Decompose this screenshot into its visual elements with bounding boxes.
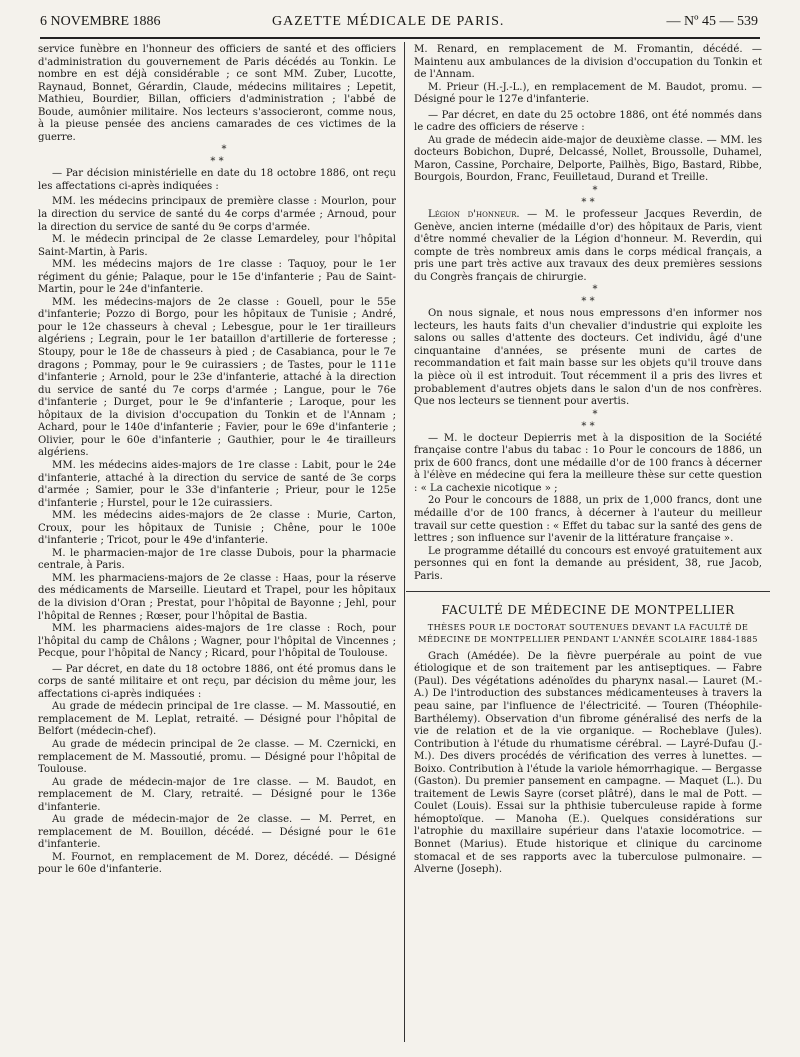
header-page-number: — Nº 45 — 539 xyxy=(666,14,758,29)
legion-text: — M. le professeur Jacques Reverdin, de Genève, ancien interne (médaille d'or) des hôpitaux de Paris, vient d'être nommé chevalier de la Légion d'honneur. M. Reverdin, qui compte de très nombreux amis dans le corps médical français, a pris une part très active aux travaux des deux premières sessions du Congrès français de chirurgie. xyxy=(414,209,762,283)
right-column xyxy=(414,44,762,877)
asterism: * * * xyxy=(581,284,598,308)
left-column xyxy=(38,44,396,877)
paragraph: MM. les pharmaciens-majors de 2e classe : Haas, pour la réserve des médicaments de Marseille. Lieutard et Trapel, pour les hôpitaux de la division d'Oran ; Prestat, pour l'hôpital de Bayonne ; Jehl, pour l'hôpital de Rennes ; Rœser, pour l'hôpital de Bastia. xyxy=(38,572,396,622)
paragraph: — Par décret, en date du 18 octobre 1886, ont été promus dans le corps de santé militaire et ont reçu, par décision du même jour, les affectations ci-après indiquées : xyxy=(38,663,396,700)
paragraph: Le programme détaillé du concours est envoyé gratuitement aux personnes qui en font la demande au président, 38, rue Jacob, Paris. xyxy=(414,545,762,582)
thesis-list: Grach (Amédée). De la fièvre puerpérale au point de vue étiologique et de son traitement par les antiseptiques. — Fabre (Paul). Des végétations adénoïdes du pharynx nasal.— Lauret (M.-A.) De l'introduction des substances médicamenteuses à travers la peau saine, par l'influence de l'électricité. — Touren (Théophile-Barthélemy). Observation d'un fibrome généralisé des nerfs de la vie de relation et de la vie organique. — Rocheblave (Jules). Contribution à l'étude du rhumatisme cérébral. — Layré-Dufau (J.-M.). Des divers procédés de vérification des verres à lunettes. — Boixo. Contribution à l'étude la variole hémorrhagique. — Bergasse (Gaston). Du premier pansement en campagne. — Maquet (L.). Du traitement de Lewis Sayre (corset plâtré), dans le mal de Pott. — Coulet (Louis). Essai sur la phthisie tuberculeuse rapide à forme hémoptoïque. — Manoha (E.). Quelques considérations sur l'atrophie du maxillaire supérieur dans l'ataxie locomotrice. — Bonnet (Marius). Etude historique et clinique du carcinome stomacal et de ses rapports avec la tuberculose pulmonaire. — Alverne (Joseph). xyxy=(414,650,762,876)
paragraph: MM. les médecins principaux de première classe : Mourlon, pour la direction du service de santé du 4e corps d'armée ; Arnoud, pour la direction du service de santé du 9e corps d'armée. xyxy=(38,196,396,233)
paragraph: Au grade de médecin-major de 2e classe. — M. Perret, en remplacement de M. Bouillon, décédé. — Désigné pour le 61e d'infanterie. xyxy=(38,814,396,851)
paragraph: Au grade de médecin-major de 1re classe. — M. Baudot, en remplacement de M. Clary, retraité. — Désigné pour le 136e d'infanterie. xyxy=(38,776,396,813)
header-date: 6 NOVEMBRE 1886 xyxy=(40,14,161,29)
paragraph: MM. les médecins aides-majors de 2e classe : Murie, Carton, Croux, pour les hôpitaux de Tunisie ; Chêne, pour le 100e d'infanterie ; Tricot, pour le 49e d'infanterie. xyxy=(38,510,396,547)
page-header xyxy=(40,14,758,38)
paragraph: — Par décret, en date du 25 octobre 1886, ont été nommés dans le cadre des officiers de réserve : xyxy=(414,109,762,134)
asterism: * * * xyxy=(581,185,598,209)
paragraph: On nous signale, et nous nous empressons d'en informer nos lecteurs, les hauts faits d'un chevalier d'industrie qui exploite les salons ou salles d'attente des docteurs. Cet individu, âgé d'une cinquantaine d'années, se présente muni de cartes de recommandation et fait main basse sur les objets qu'il trouve dans la pièce où il est introduit. Tout récemment il a pris des livres et probablement d'autres objets dans le salon d'un de nos confrères. Que nos lecteurs se tiennent pour avertis. xyxy=(414,308,762,408)
faculty-title: FACULTÉ DE MÉDECINE DE MONTPELLIER xyxy=(441,603,735,618)
faculty-subtitle: THÈSES POUR LE DOCTORAT SOUTENUES DEVANT LA FACULTÉ DE MÉDECINE DE MONTPELLIER PENDANT L'ANNÉE SCOLAIRE 1884-1885 xyxy=(418,621,758,644)
paragraph: 2o Pour le concours de 1888, un prix de 1,000 francs, dont une médaille d'or de 100 francs, à décerner à l'auteur du meilleur travail sur cette question : « Effet du tabac sur la santé des gens de lettres ; son influence sur l'avenir de la littérature française ». xyxy=(414,495,762,545)
paragraph: — M. le docteur Depierris met à la disposition de la Société française contre l'abus du tabac : 1o Pour le concours de 1886, un prix de 600 francs, dont une médaille d'or de 100 francs à décerner à l'élève en médecine qui fera la meilleure thèse sur cette question : « La cachexie nicotique » ; xyxy=(414,432,762,494)
paragraph: M. Renard, en remplacement de M. Fromantin, décédé. — Maintenu aux ambulances de la division d'occupation du Tonkin et de l'Annam. xyxy=(414,44,762,81)
legion-paragraph xyxy=(414,209,762,284)
paragraph: MM. les pharmaciens aides-majors de 1re classe : Roch, pour l'hôpital du camp de Châlons ; Wagner, pour l'hôpital de Vincennes ; Pecque, pour l'hôpital de Nancy ; Ricard, pour l'hôpital de Toulouse. xyxy=(38,623,396,660)
paragraph: M. Prieur (H.-J.-L.), en remplacement de M. Baudot, promu. — Désigné pour le 127e d'infanterie. xyxy=(414,81,762,106)
asterism: * * * xyxy=(210,144,227,168)
paragraph: Au grade de médecin aide-major de deuxième classe. — MM. les docteurs Bobichon, Dupré, Delcassé, Nollet, Broussolle, Duhamel, Maron, Cassine, Porchaire, Delporte, Pailhès, Bigo, Bastard, Ribbe, Bourgois, Bourdon, Franc, Feuilletaud, Durand et Treille. xyxy=(414,134,762,184)
header-rule xyxy=(40,37,760,39)
paragraph: service funèbre en l'honneur des officiers de santé et des officiers d'administration du gouvernement de Paris décédés au Tonkin. Le nombre en est déjà considérable ; ce sont MM. Zuber, Lucotte, Raynaud, Bonnet, Gérardin, Claude, médecins militaires ; Lepetit, Mathieu, Bourdier, Billan, officiers d'administration ; l'abbé de Boude, aumônier militaire. Nos lecteurs s'associeront, comme nous, à la pieuse pensée des anciens camarades de ces victimes de la guerre. xyxy=(38,44,396,143)
paragraph: MM. les médecins majors de 1re classe : Taquoy, pour le 1er régiment du génie; Palaque, pour le 15e d'infanterie ; Pau de Saint-Martin, pour le 24e d'infanterie. xyxy=(38,259,396,296)
paragraph: MM. les médecins aides-majors de 1re classe : Labit, pour le 24e d'infanterie, attaché à la direction du service de santé de 3e corps d'armée ; Samier, pour le 33e d'infanterie ; Prieur, pour le 125e d'infanterie ; Hurstel, pour le 12e cuirassiers. xyxy=(38,459,396,509)
paragraph: M. le médecin principal de 2e classe Lemardeley, pour l'hôpital Saint-Martin, à Paris. xyxy=(38,234,396,258)
paragraph: Au grade de médecin principal de 2e classe. — M. Czernicki, en remplacement de M. Massoutié, promu. — Désigné pour l'hôpital de Toulouse. xyxy=(38,738,396,776)
asterism: * * * xyxy=(581,408,598,432)
paragraph: Au grade de médecin principal de 1re classe. — M. Massoutié, en remplacement de M. Leplat, retraité. — Désigné pour l'hôpital de Belfort (médecin-chef). xyxy=(38,701,396,738)
column-divider xyxy=(404,42,405,1042)
paragraph: — Par décision ministérielle en date du 18 octobre 1886, ont reçu les affectations ci-après indiquées : xyxy=(38,168,396,192)
paragraph: M. le pharmacien-major de 1re classe Dubois, pour la pharmacie centrale, à Paris. xyxy=(38,547,396,572)
section-rule xyxy=(406,591,770,592)
header-title: GAZETTE MÉDICALE DE PARIS. xyxy=(272,14,505,29)
paragraph: M. Fournot, en remplacement de M. Dorez, décédé. — Désigné pour le 60e d'infanterie. xyxy=(38,851,396,876)
legion-label: Légion d'honneur. xyxy=(428,209,520,221)
paragraph: MM. les médecins-majors de 2e classe : Gouell, pour le 55e d'infanterie; Pozzo di Borgo, pour les hôpitaux de Tunisie ; André, pour le 12e chasseurs à cheval ; Lebesgue, pour le 1er tirailleurs algériens ; Legrain, pour le 1er bataillon d'artillerie de forteresse ; Stoupy, pour le 18e de chasseurs à pied ; de Casabianca, pour le 7e dragons ; Pommay, pour le 9e cuirassiers ; de Tastes, pour le 111e d'infanterie ; Arnold, pour le 23e d'infanterie, attaché à la direction du service de santé du 7e corps d'armée ; Langue, pour le 76e d'infanterie ; Durget, pour le 9e d'infanterie ; Laroque, pour les hôpitaux de la division d'occupation du Tonkin et de l'Annam ; Achard, pour le 140e d'infanterie ; Favier, pour le 69e d'infanterie ; Olivier, pour le 60e d'infanterie ; Gauthier, pour le 4e tirailleurs algériens. xyxy=(38,296,396,459)
